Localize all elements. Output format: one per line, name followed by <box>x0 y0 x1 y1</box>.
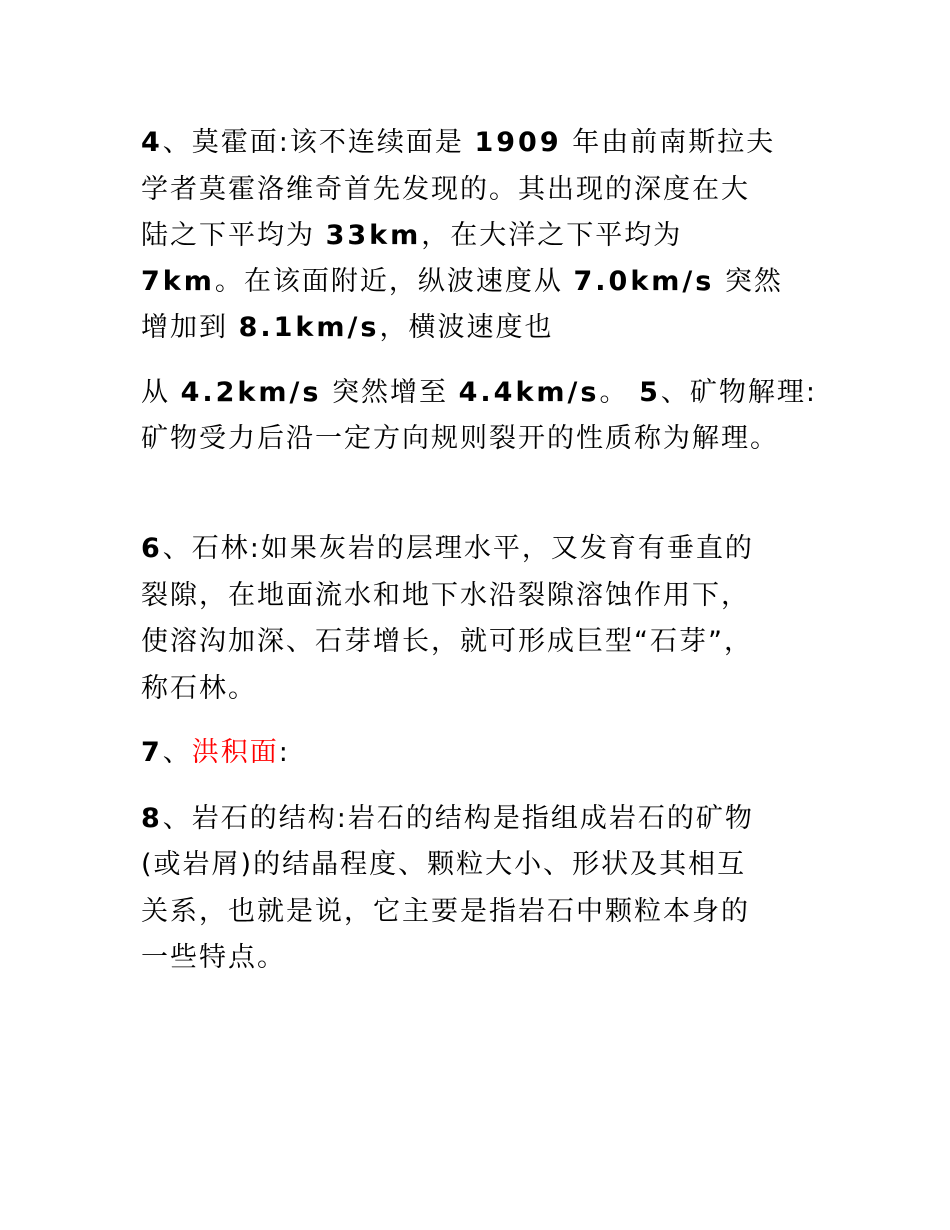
item-number: 8 <box>141 803 163 834</box>
item-text: 。 <box>599 377 640 408</box>
item-number: 6 <box>141 533 163 564</box>
item-text: 关系，也就是说，它主要是指岩石中颗粒本身的 <box>141 896 750 927</box>
item-text: 增加到 <box>141 312 239 343</box>
item-4-line-4 <box>141 264 783 300</box>
item-text: 、岩石的结构:岩石的结构是指组成岩石的矿物 <box>162 803 754 834</box>
item-5-line-2 <box>141 421 779 457</box>
item-4-line-1 <box>141 125 775 161</box>
item-text: 年由前南斯拉夫 <box>561 127 776 158</box>
highlighted-term: 洪积面 <box>191 737 279 768</box>
item-4-line-2 <box>141 172 750 208</box>
item-8-line-3 <box>141 894 750 930</box>
item-number: 4 <box>141 127 163 158</box>
item-text: 、 <box>162 737 192 768</box>
item-text: 、矿物解理: <box>660 377 817 408</box>
speed-value: 8.1km/s <box>238 312 380 343</box>
item-text: ，在大洋之下平均为 <box>421 220 683 251</box>
item-8-line-1 <box>141 801 754 837</box>
item-8-line-2 <box>141 847 746 883</box>
item-text: 裂隙，在地面流水和地下水沿裂隙溶蚀作用下， <box>141 580 750 611</box>
depth-value: 33km <box>325 220 422 251</box>
depth-value: 7km <box>141 266 215 297</box>
item-4-line-3 <box>141 218 682 254</box>
item-text: (或岩屑)的结晶程度、颗粒大小、形状及其相互 <box>141 849 747 880</box>
item-text: 、莫霍面:该不连续面是 <box>162 127 475 158</box>
item-text: 从 <box>141 377 181 408</box>
item-text: 突然 <box>714 266 783 297</box>
item-text: : <box>278 737 290 768</box>
item-7-line-1 <box>141 735 290 771</box>
item-text: 突然增至 <box>321 377 459 408</box>
item-text: ，横波速度也 <box>379 312 554 343</box>
item-4-line-6 <box>141 375 817 411</box>
item-number: 7 <box>141 737 163 768</box>
item-6-line-3 <box>141 624 753 660</box>
item-number: 5 <box>639 377 661 408</box>
item-text: 一些特点。 <box>141 942 286 973</box>
item-6-line-4 <box>141 671 257 707</box>
item-text: 使溶沟加深、石芽增长，就可形成巨型“石芽”， <box>141 626 753 657</box>
item-text: 称石林。 <box>141 673 257 704</box>
item-4-line-5 <box>141 310 553 346</box>
speed-value: 4.2km/s <box>180 377 322 408</box>
item-text: 、石林:如果灰岩的层理水平，又发育有垂直的 <box>162 533 754 564</box>
speed-value: 4.4km/s <box>458 377 600 408</box>
year-value: 1909 <box>474 127 562 158</box>
item-text: 矿物受力后沿一定方向规则裂开的性质称为解理。 <box>141 423 779 454</box>
speed-value: 7.0km/s <box>573 266 715 297</box>
item-text: 。在该面附近，纵波速度从 <box>214 266 574 297</box>
item-6-line-1 <box>141 531 754 567</box>
item-text: 陆之下平均为 <box>141 220 326 251</box>
item-8-line-4 <box>141 940 286 976</box>
item-6-line-2 <box>141 578 750 614</box>
item-text: 学者莫霍洛维奇首先发现的。其出现的深度在大 <box>141 174 750 205</box>
